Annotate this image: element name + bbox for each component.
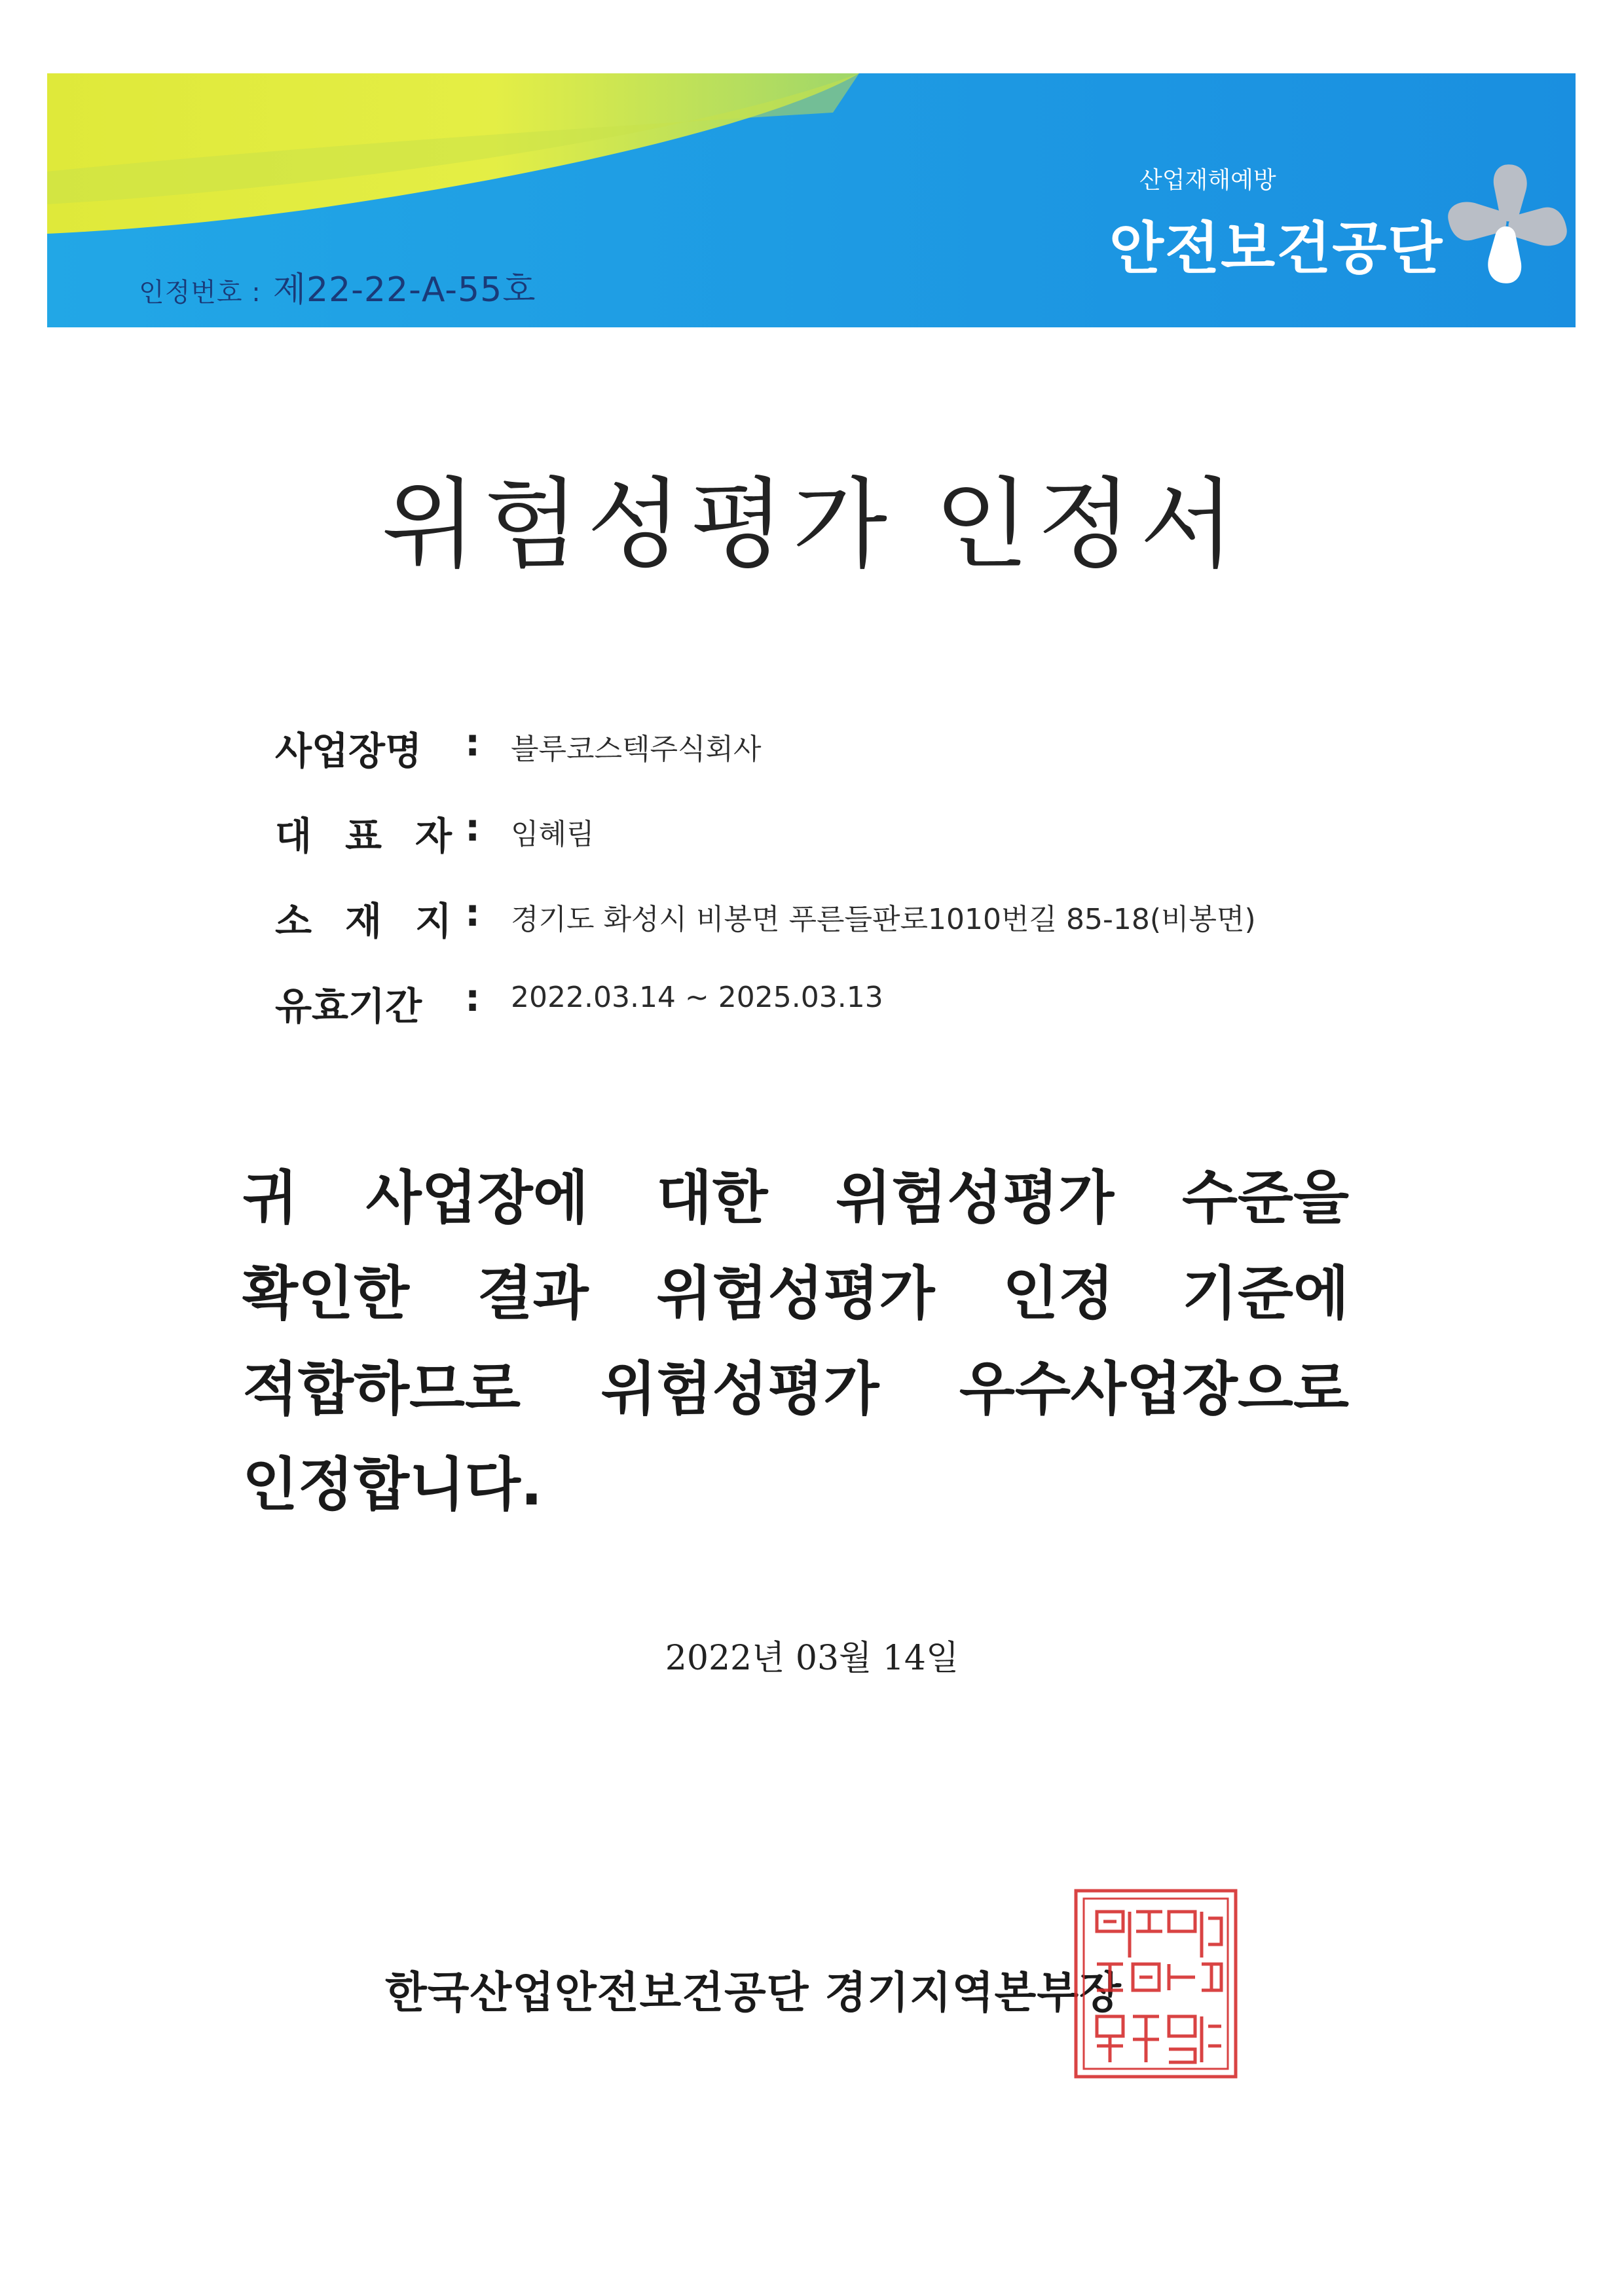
info-value: 경기도 화성시 비봉면 푸른들판로1010번길 85-18(비봉면) bbox=[511, 903, 1256, 936]
info-value: 블루코스텍주식회사 bbox=[511, 733, 762, 766]
info-value: 2022.03.14 ~ 2025.03.13 bbox=[511, 981, 883, 1014]
info-label: 사업장명 bbox=[275, 729, 422, 773]
certification-statement bbox=[242, 1152, 1356, 1535]
certificate-number-value: 제22-22-A-55호 bbox=[272, 270, 536, 310]
info-colon: : bbox=[465, 890, 481, 935]
official-red-seal-icon bbox=[1071, 1886, 1241, 2082]
document-title: 위험성평가 인정서 bbox=[381, 468, 1243, 582]
info-colon: : bbox=[465, 805, 481, 850]
info-colon: : bbox=[465, 720, 481, 765]
statement-line: 인정합니다. bbox=[242, 1451, 543, 1518]
info-label: 유효기간 bbox=[275, 984, 422, 1029]
info-label: 소 재 지 bbox=[275, 899, 452, 943]
info-value: 임혜림 bbox=[511, 818, 595, 851]
statement-line: 적합하므로 위험성평가 우수사업장으로 bbox=[242, 1355, 1349, 1423]
issuer-name: 한국산업안전보건공단 경기지역본부장 bbox=[385, 1967, 1122, 2018]
info-colon: : bbox=[465, 975, 481, 1020]
statement-line: 확인한 결과 위험성평가 인정 기준에 bbox=[242, 1260, 1349, 1327]
org-name: 안전보건공단 bbox=[1109, 216, 1444, 282]
statement-line: 귀 사업장에 대한 위험성평가 수준을 bbox=[242, 1164, 1349, 1231]
info-label: 대 표 자 bbox=[275, 814, 452, 858]
certificate-number-label: 인정번호 : bbox=[139, 278, 261, 308]
header-banner bbox=[47, 73, 1576, 327]
issue-date: 2022년 03월 14일 bbox=[665, 1639, 959, 1678]
org-subtitle: 산업재해예방 bbox=[1139, 167, 1276, 194]
certificate-number bbox=[139, 262, 536, 311]
kosha-cross-logo-icon bbox=[1442, 158, 1573, 289]
